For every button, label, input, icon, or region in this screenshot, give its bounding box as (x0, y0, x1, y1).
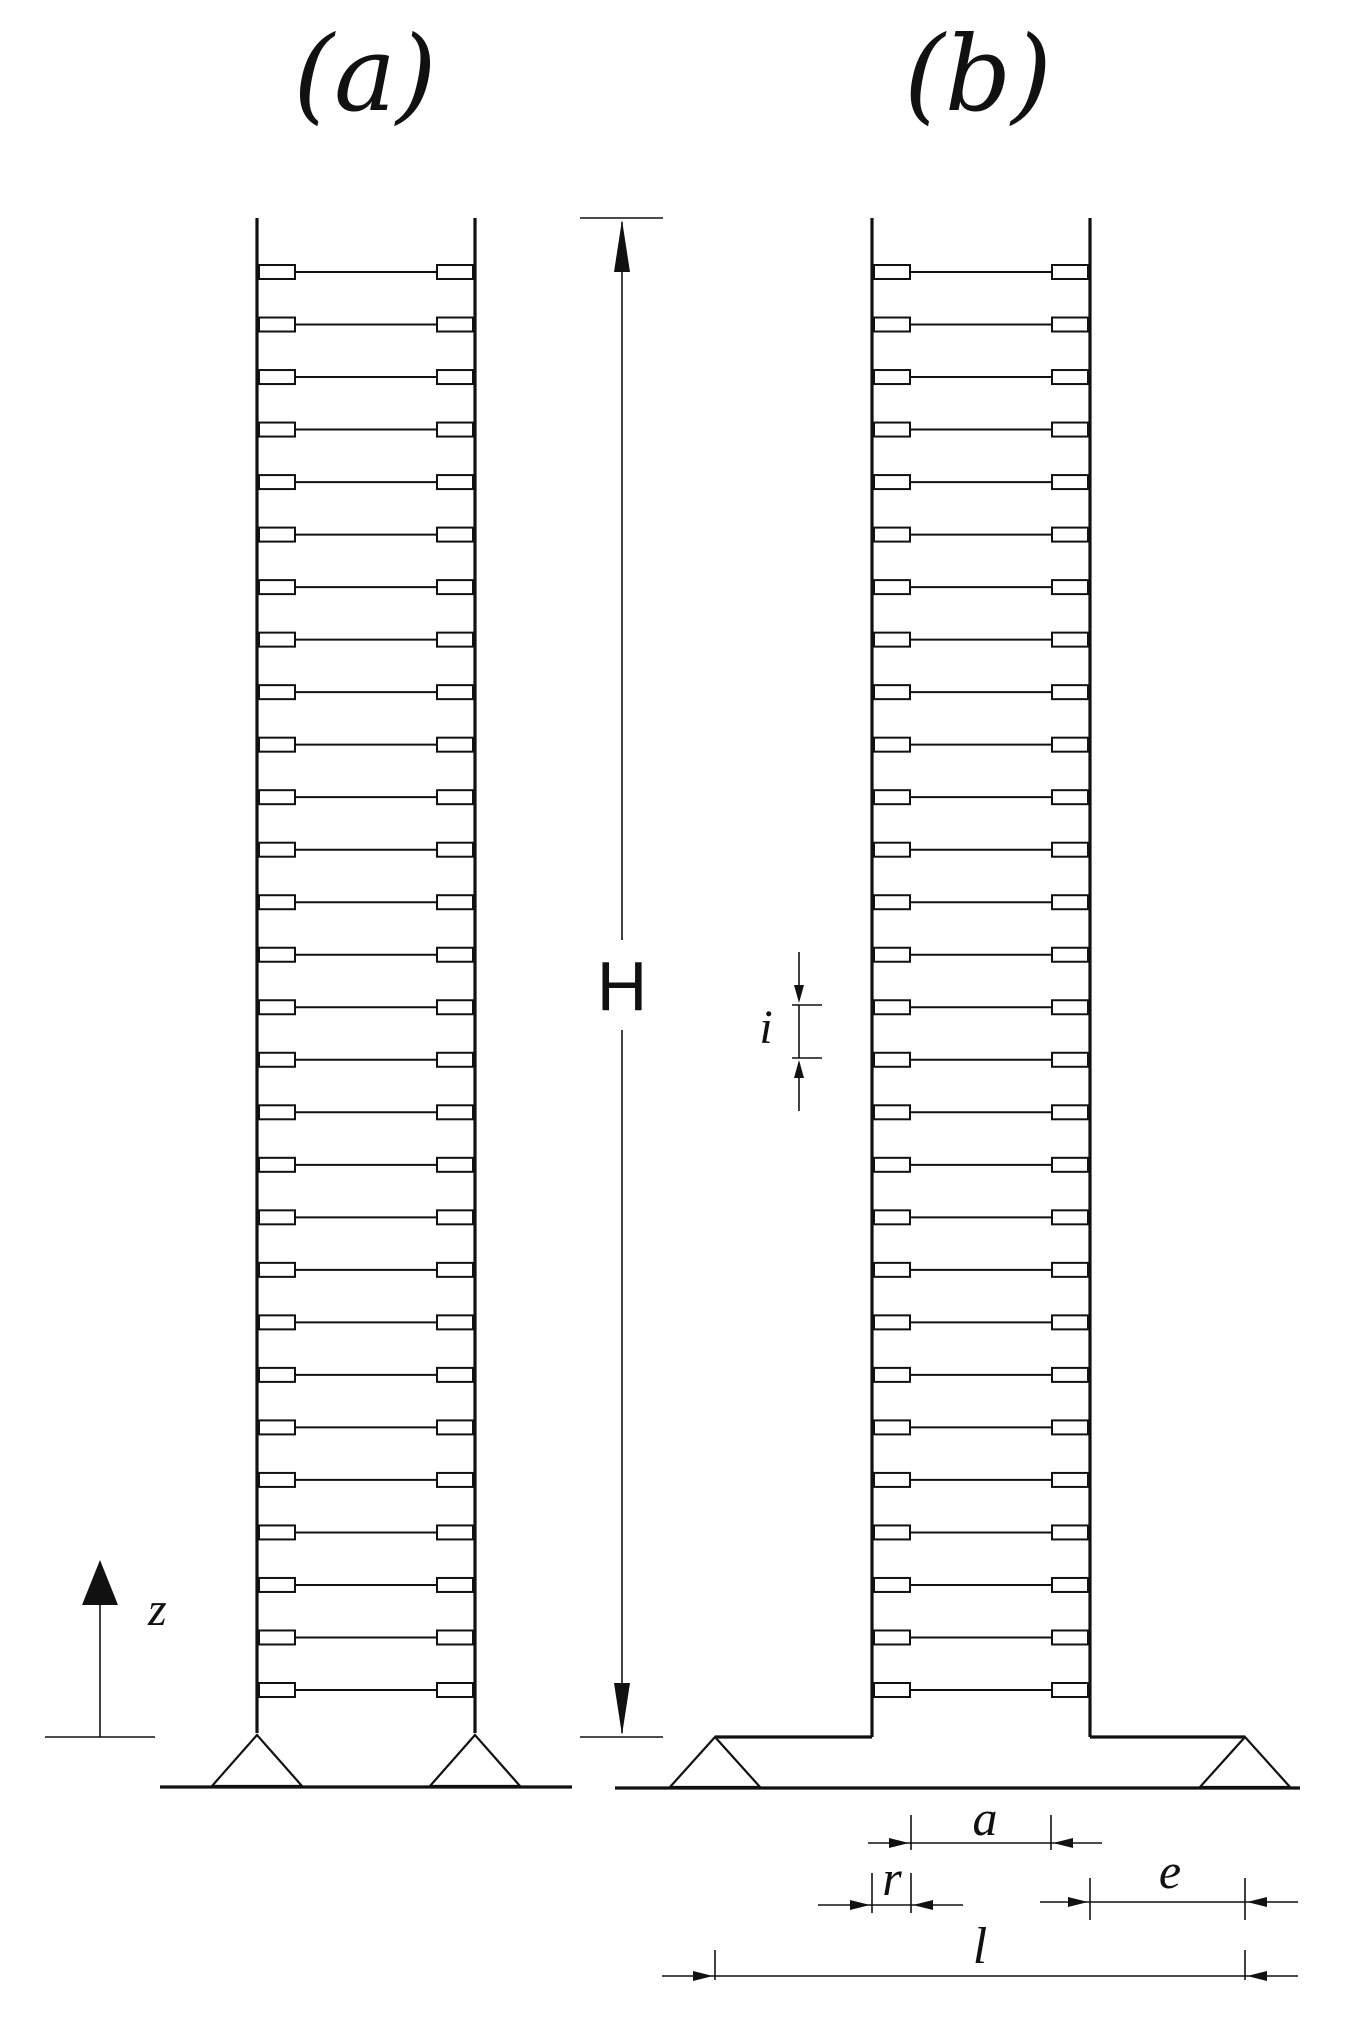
l-left-arrow-icon (693, 1971, 713, 1981)
spacing-label: i (759, 1001, 773, 1054)
spacing-bottom-arrow-icon (794, 1060, 804, 1078)
width-a-dimension (868, 1790, 1102, 1850)
spacing-dimension (759, 952, 822, 1111)
panel-a-right-connector (437, 1578, 473, 1592)
panel-b-left-connector (874, 1473, 910, 1487)
panel-a-reinforcement-layer (259, 685, 473, 699)
l-right-arrow-icon (1247, 1971, 1267, 1981)
panel-a (160, 218, 572, 1787)
panel-a-left-connector (259, 1473, 295, 1487)
panel-b-left-connector (874, 633, 910, 647)
panel-b-left-connector (874, 1053, 910, 1067)
panel-b-left-connector (874, 1420, 910, 1434)
panel-b-left-connector (874, 1683, 910, 1697)
a-label: a (972, 1790, 998, 1846)
panel-a-reinforcement-layer (259, 1630, 473, 1644)
panel-a-reinforcement-layer (259, 1315, 473, 1329)
panel-a-left-connector (259, 318, 295, 332)
extension-e-dimension (1040, 1843, 1298, 1920)
panel-a-right-connector (437, 1630, 473, 1644)
panel-b-right-connector (1052, 1105, 1088, 1119)
panel-a-left-connector (259, 738, 295, 752)
panel-b-left-connector (874, 475, 910, 489)
panel-b-right-connector (1052, 685, 1088, 699)
height-dimension (580, 218, 663, 1737)
panel-b-left-connector (874, 528, 910, 542)
panel-b-right-support (1200, 1737, 1290, 1787)
panel-b-left-connector (874, 790, 910, 804)
a-left-arrow-icon (889, 1838, 909, 1848)
panel-b-left-connector (874, 423, 910, 437)
panel-a-left-connector (259, 1630, 295, 1644)
panel-a-left-connector (259, 1578, 295, 1592)
panel-a-right-connector (437, 580, 473, 594)
panel-b-reinforcement-layer (874, 948, 1088, 962)
panel-a-left-connector (259, 1263, 295, 1277)
panel-a-right-connector (437, 475, 473, 489)
panel-a-right-connector (437, 948, 473, 962)
panel-a-reinforcement-layer (259, 1053, 473, 1067)
panel-a-left-connector (259, 1315, 295, 1329)
panel-a-left-connector (259, 948, 295, 962)
panel-b-left-connector (874, 1158, 910, 1172)
panel-b-left-connector (874, 1578, 910, 1592)
panel-a-right-connector (437, 1263, 473, 1277)
panel-a-right-connector (437, 895, 473, 909)
panel-b-left-connector (874, 370, 910, 384)
panel-a-right-connector (437, 1053, 473, 1067)
panel-a-left-connector (259, 1683, 295, 1697)
height-top-arrow-icon (614, 220, 630, 272)
panel-b-right-connector (1052, 843, 1088, 857)
total-width-l-dimension (662, 1918, 1298, 1981)
panel-b-left-connector (874, 895, 910, 909)
panel-b-left-connector (874, 580, 910, 594)
panel-a-left-connector (259, 423, 295, 437)
panel-b-right-connector (1052, 948, 1088, 962)
height-bottom-arrow-icon (614, 1683, 630, 1735)
panel-a-left-support (212, 1735, 302, 1786)
panel-a-left-connector (259, 1053, 295, 1067)
panel-b-reinforcement-layer (874, 580, 1088, 594)
panel-b-right-connector (1052, 1000, 1088, 1014)
panel-b (615, 218, 1300, 1788)
panel-a-reinforcement-layer (259, 1000, 473, 1014)
panel-b-reinforcement-layer (874, 1105, 1088, 1119)
panel-b-right-connector (1052, 580, 1088, 594)
panel-b-reinforcement-layer (874, 895, 1088, 909)
panel-b-reinforcement-layer (874, 370, 1088, 384)
panel-a-right-connector (437, 1525, 473, 1539)
panel-a-reinforcement-layer (259, 1525, 473, 1539)
panel-a-left-connector (259, 528, 295, 542)
panel-b-reinforcement-layer (874, 1473, 1088, 1487)
panel-b-right-connector (1052, 1630, 1088, 1644)
panel-b-label: (b) (904, 13, 1052, 135)
panel-b-reinforcement-layer (874, 265, 1088, 279)
a-right-arrow-icon (1053, 1838, 1073, 1848)
panel-b-reinforcement-layer (874, 843, 1088, 857)
height-label: H (596, 947, 648, 1025)
panel-a-reinforcement-layer (259, 633, 473, 647)
panel-b-right-connector (1052, 1263, 1088, 1277)
panel-b-reinforcement-layer (874, 1368, 1088, 1382)
panel-b-reinforcement-layer (874, 685, 1088, 699)
panel-b-right-connector (1052, 895, 1088, 909)
spacing-top-arrow-icon (794, 985, 804, 1003)
panel-a-label: (a) (293, 13, 437, 135)
panel-b-left-connector (874, 843, 910, 857)
panel-b-right-connector (1052, 1158, 1088, 1172)
l-label: l (972, 1918, 988, 1975)
panel-a-left-connector (259, 1525, 295, 1539)
panel-b-reinforcement-layer (874, 1315, 1088, 1329)
z-axis-arrow-icon (82, 1560, 118, 1605)
panel-a-left-connector (259, 1158, 295, 1172)
panel-a-right-connector (437, 1210, 473, 1224)
panel-a-left-connector (259, 685, 295, 699)
panel-a-right-connector (437, 633, 473, 647)
panel-b-right-connector (1052, 738, 1088, 752)
panel-a-left-connector (259, 580, 295, 594)
panel-a-right-connector (437, 790, 473, 804)
panel-a-reinforcement-layer (259, 265, 473, 279)
z-axis (45, 1560, 167, 1737)
panel-a-right-connector (437, 528, 473, 542)
panel-b-right-connector (1052, 790, 1088, 804)
panel-a-right-connector (437, 423, 473, 437)
panel-a-right-connector (437, 1683, 473, 1697)
panel-b-reinforcement-layer (874, 738, 1088, 752)
panel-b-left-connector (874, 948, 910, 962)
panel-a-right-connector (437, 843, 473, 857)
panel-b-left-connector (874, 1525, 910, 1539)
panel-b-right-connector (1052, 423, 1088, 437)
panel-a-right-connector (437, 738, 473, 752)
panel-b-left-connector (874, 685, 910, 699)
panel-a-right-connector (437, 1368, 473, 1382)
panel-b-left-connector (874, 265, 910, 279)
panel-b-left-connector (874, 1368, 910, 1382)
panel-a-right-connector (437, 265, 473, 279)
panel-a-left-connector (259, 265, 295, 279)
panel-b-reinforcement-layer (874, 318, 1088, 332)
panel-b-reinforcement (874, 265, 1088, 1697)
panel-b-reinforcement-layer (874, 1420, 1088, 1434)
panel-a-reinforcement (259, 265, 473, 1697)
panel-a-left-connector (259, 1420, 295, 1434)
panel-a-reinforcement-layer (259, 895, 473, 909)
panel-b-left-connector (874, 1105, 910, 1119)
panel-b-left-connector (874, 1263, 910, 1277)
panel-a-left-connector (259, 1368, 295, 1382)
panel-a-reinforcement-layer (259, 1158, 473, 1172)
panel-b-reinforcement-layer (874, 1053, 1088, 1067)
panel-a-right-connector (437, 1473, 473, 1487)
panel-a-reinforcement-layer (259, 1683, 473, 1697)
panel-b-left-connector (874, 1000, 910, 1014)
panel-b-reinforcement-layer (874, 1210, 1088, 1224)
panel-a-right-connector (437, 1000, 473, 1014)
panel-b-reinforcement-layer (874, 1630, 1088, 1644)
panel-b-reinforcement-layer (874, 1158, 1088, 1172)
panel-a-reinforcement-layer (259, 318, 473, 332)
panel-b-right-connector (1052, 265, 1088, 279)
panel-b-left-connector (874, 1315, 910, 1329)
panel-b-right-connector (1052, 1578, 1088, 1592)
r-right-arrow-icon (913, 1900, 933, 1910)
panel-b-reinforcement-layer (874, 475, 1088, 489)
panel-a-reinforcement-layer (259, 843, 473, 857)
offset-r-dimension (818, 1850, 963, 1913)
panel-b-left-support (670, 1737, 760, 1787)
panel-a-left-connector (259, 1210, 295, 1224)
panel-a-left-connector (259, 895, 295, 909)
panel-a-right-connector (437, 1158, 473, 1172)
panel-b-reinforcement-layer (874, 1000, 1088, 1014)
panel-a-reinforcement-layer (259, 1420, 473, 1434)
panel-a-left-connector (259, 475, 295, 489)
panel-b-right-connector (1052, 1420, 1088, 1434)
panel-a-reinforcement-layer (259, 370, 473, 384)
panel-b-right-connector (1052, 370, 1088, 384)
panel-a-reinforcement-layer (259, 423, 473, 437)
panel-a-reinforcement-layer (259, 1210, 473, 1224)
panel-b-right-connector (1052, 1315, 1088, 1329)
panel-a-right-connector (437, 1420, 473, 1434)
panel-a-right-support (430, 1735, 520, 1786)
panel-a-left-connector (259, 1000, 295, 1014)
panel-a-right-connector (437, 370, 473, 384)
panel-a-reinforcement-layer (259, 1105, 473, 1119)
panel-a-reinforcement-layer (259, 580, 473, 594)
panel-a-reinforcement-layer (259, 1578, 473, 1592)
panel-b-right-connector (1052, 1210, 1088, 1224)
panel-a-left-connector (259, 1105, 295, 1119)
panel-b-right-connector (1052, 318, 1088, 332)
panel-b-right-connector (1052, 475, 1088, 489)
panel-b-right-connector (1052, 633, 1088, 647)
e-label: e (1158, 1843, 1182, 1899)
panel-b-reinforcement-layer (874, 1263, 1088, 1277)
panel-a-right-connector (437, 685, 473, 699)
panel-a-left-connector (259, 790, 295, 804)
panel-a-left-connector (259, 370, 295, 384)
panel-a-reinforcement-layer (259, 1263, 473, 1277)
z-axis-label: z (148, 1583, 167, 1636)
panel-b-reinforcement-layer (874, 790, 1088, 804)
panel-b-reinforcement-layer (874, 1525, 1088, 1539)
e-left-arrow-icon (1068, 1897, 1088, 1907)
panel-a-reinforcement-layer (259, 948, 473, 962)
panel-b-right-connector (1052, 1368, 1088, 1382)
panel-b-left-connector (874, 738, 910, 752)
panel-a-reinforcement-layer (259, 475, 473, 489)
panel-a-left-connector (259, 633, 295, 647)
panel-b-left-connector (874, 1210, 910, 1224)
panel-b-reinforcement-layer (874, 1578, 1088, 1592)
panel-a-left-connector (259, 843, 295, 857)
panel-a-reinforcement-layer (259, 738, 473, 752)
panel-a-right-connector (437, 1315, 473, 1329)
panel-b-right-connector (1052, 1683, 1088, 1697)
panel-b-left-connector (874, 318, 910, 332)
panel-b-reinforcement-layer (874, 1683, 1088, 1697)
panel-a-reinforcement-layer (259, 528, 473, 542)
panel-a-reinforcement-layer (259, 1473, 473, 1487)
panel-b-right-connector (1052, 1473, 1088, 1487)
r-label: r (882, 1850, 902, 1906)
panel-b-reinforcement-layer (874, 528, 1088, 542)
panel-a-right-connector (437, 1105, 473, 1119)
panel-b-reinforcement-layer (874, 633, 1088, 647)
e-right-arrow-icon (1247, 1897, 1267, 1907)
panel-b-right-connector (1052, 1525, 1088, 1539)
panel-b-left-connector (874, 1630, 910, 1644)
r-left-arrow-icon (850, 1900, 870, 1910)
panel-b-reinforcement-layer (874, 423, 1088, 437)
panel-a-reinforcement-layer (259, 790, 473, 804)
panel-b-right-connector (1052, 528, 1088, 542)
panel-b-right-connector (1052, 1053, 1088, 1067)
panel-a-right-connector (437, 318, 473, 332)
panel-a-reinforcement-layer (259, 1368, 473, 1382)
